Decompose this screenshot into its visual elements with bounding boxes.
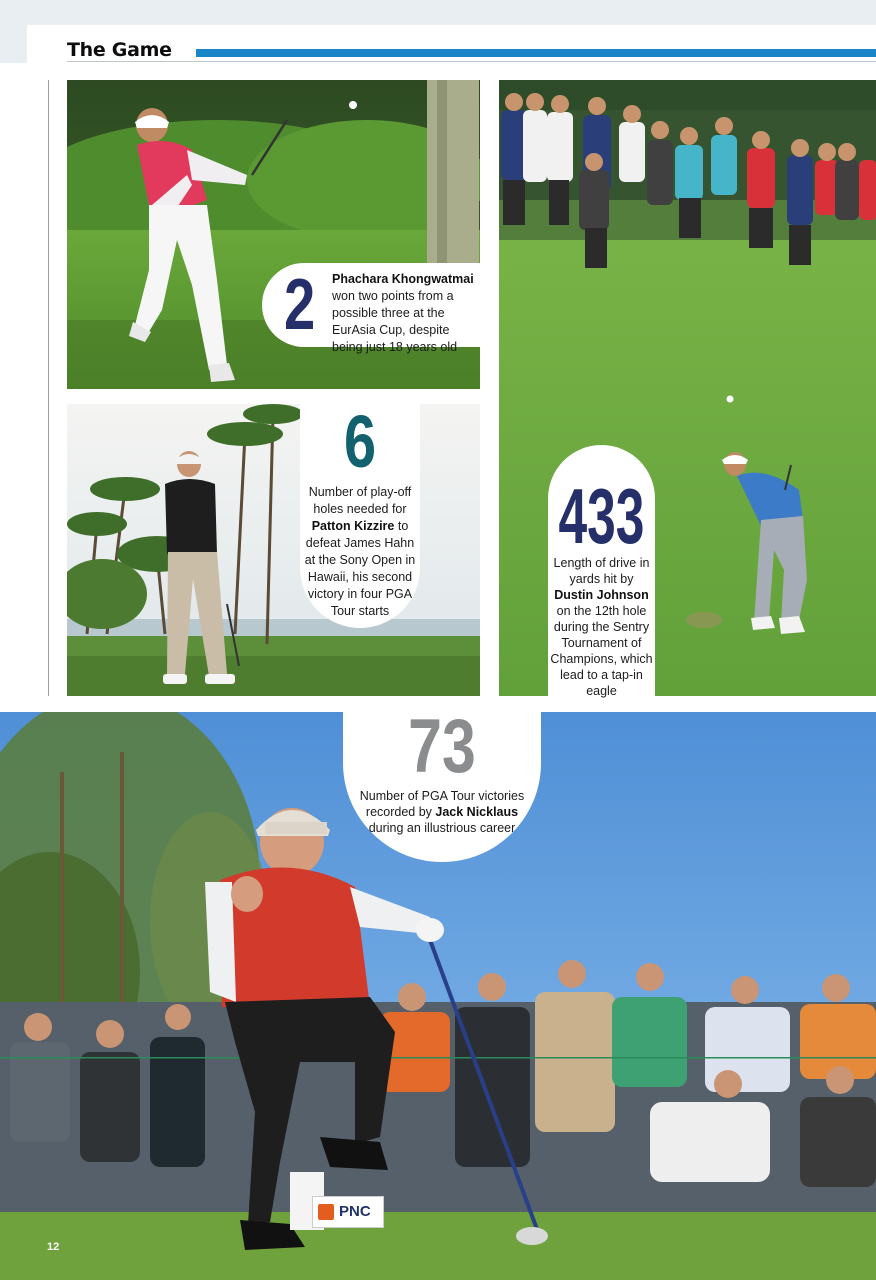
stat-callout-2 — [262, 263, 480, 354]
stat-callout-6 — [300, 400, 420, 628]
stat-description: Phachara Khongwatmai won two points from a possible three at the EurAsia Cup, despite being just 18 years old — [332, 272, 474, 354]
stat-number: 2 — [284, 265, 316, 345]
stat-callout-433 — [548, 445, 655, 696]
stat-number: 73 — [408, 704, 476, 789]
stat-number: 6 — [343, 400, 377, 483]
left-band — [0, 25, 27, 63]
section-title: The Game — [67, 39, 172, 61]
stat-description: Number of PGA Tour victories recorded by Jack Nicklaus during an illustrious career — [359, 789, 525, 835]
vertical-rule — [48, 80, 49, 696]
title-rule — [67, 61, 876, 62]
stat-description: Length of drive in yards hit by Dustin Johnson on the 12th hole during the Sentry Tournament of Champions, which lead to a tap-in eagle — [550, 556, 653, 698]
pnc-sponsor-board: PNC — [312, 1196, 384, 1228]
stat-description: Number of play-off holes needed for Patton Kizzire to defeat James Hahn at the Sony Open in Hawaii, his second victory in four PGA Tour starts — [304, 485, 416, 618]
stat-number: 433 — [558, 472, 645, 560]
pnc-logo-icon — [318, 1204, 334, 1220]
top-band — [0, 0, 876, 25]
page-number: 12 — [47, 1241, 60, 1253]
title-accent-bar — [196, 49, 876, 57]
